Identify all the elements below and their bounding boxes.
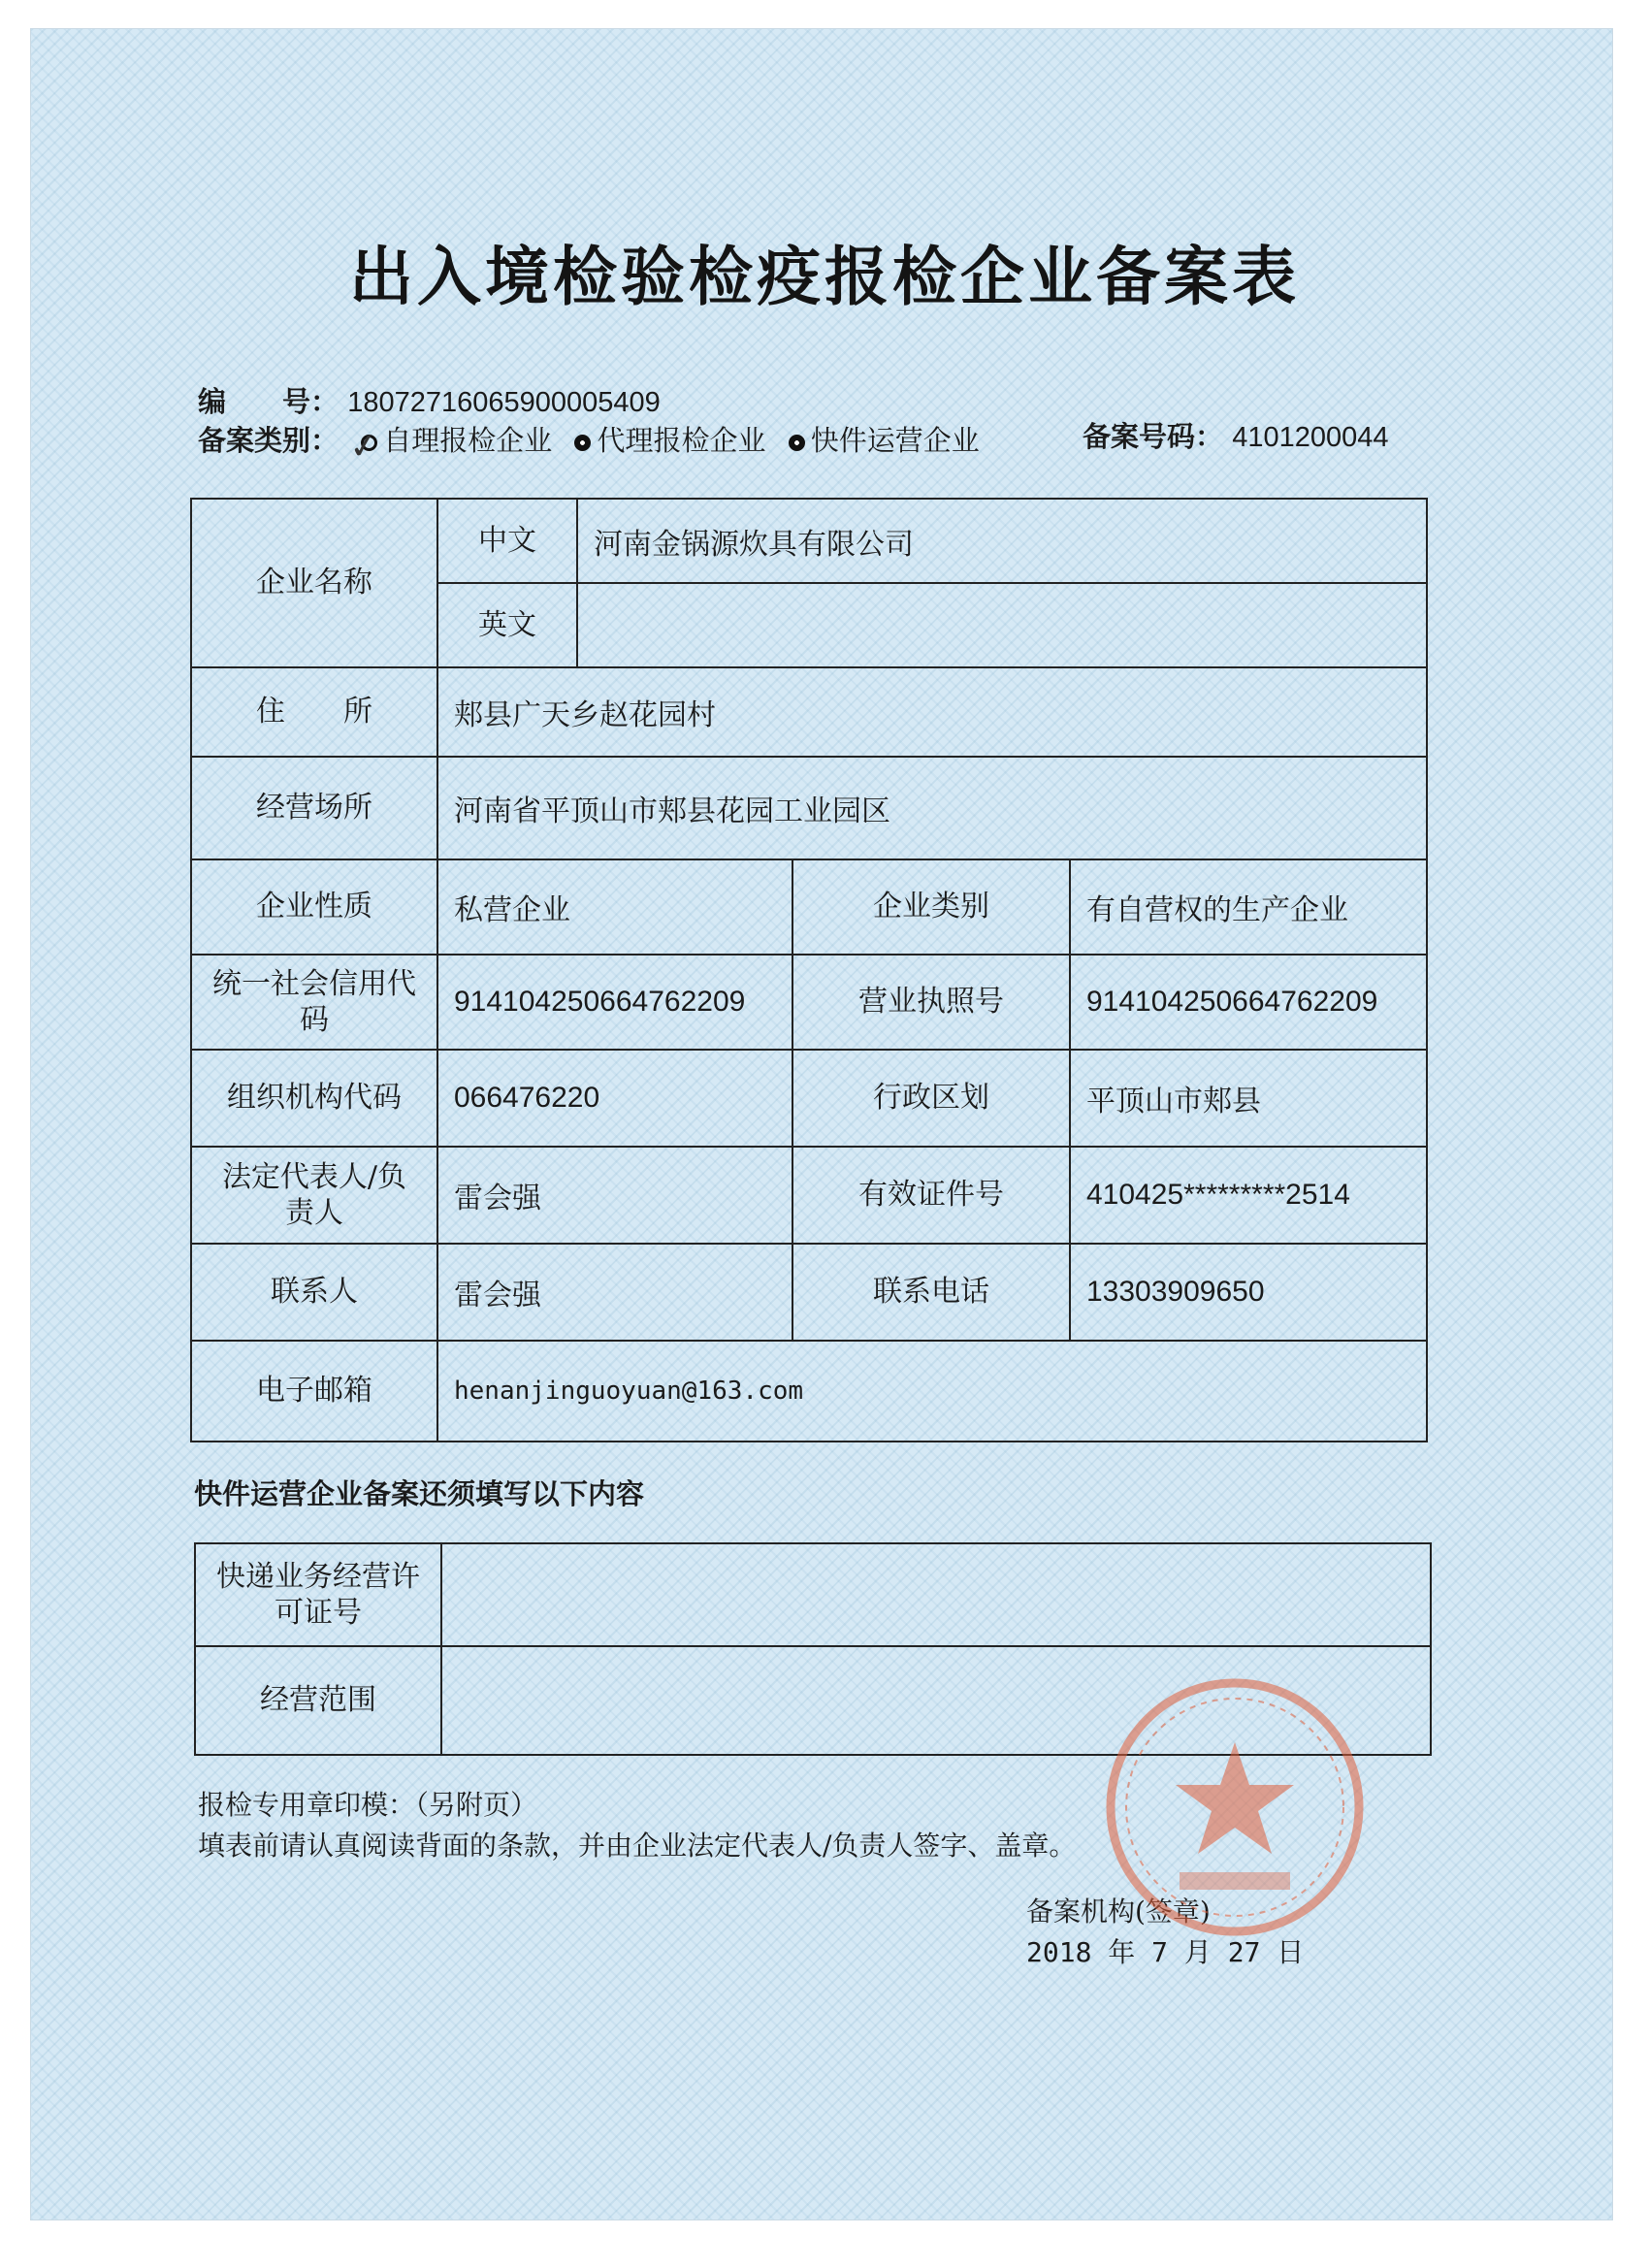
number-label: 编 号： bbox=[198, 385, 340, 418]
email-value: henanjinguoyuan@163.com bbox=[437, 1341, 1427, 1442]
table-row bbox=[191, 1147, 1427, 1244]
record-no-value: 4101200044 bbox=[1232, 422, 1389, 453]
chinese-name-value: 河南金锅源炊具有限公司 bbox=[577, 499, 1427, 583]
company-name-label: 企业名称 bbox=[191, 499, 437, 667]
contact-value: 雷会强 bbox=[437, 1244, 792, 1341]
table-row bbox=[195, 1543, 1431, 1646]
org-code-label: 组织机构代码 bbox=[191, 1050, 437, 1147]
credit-code-value: 914104250664762209 bbox=[437, 955, 792, 1050]
table-row bbox=[191, 955, 1427, 1050]
number-value: 18072716065900005409 bbox=[347, 387, 661, 418]
license-label: 营业执照号 bbox=[792, 955, 1070, 1050]
radio-express-icon bbox=[789, 435, 805, 451]
legal-rep-label: 法定代表人/负责人 bbox=[191, 1147, 437, 1244]
id-number-value: 410425*********2514 bbox=[1070, 1147, 1427, 1244]
business-scope-label: 经营范围 bbox=[195, 1646, 441, 1755]
table-row bbox=[191, 757, 1427, 859]
express-section-heading: 快件运营企业备案还须填写以下内容 bbox=[194, 1477, 645, 1510]
legal-rep-value: 雷会强 bbox=[437, 1147, 792, 1244]
document-title: 出入境检验检疫报检企业备案表 bbox=[349, 239, 1300, 314]
english-name-value bbox=[577, 583, 1427, 667]
contact-label: 联系人 bbox=[191, 1244, 437, 1341]
org-code-value: 066476220 bbox=[437, 1050, 792, 1147]
credit-code-label: 统一社会信用代码 bbox=[191, 955, 437, 1050]
table-row bbox=[191, 1341, 1427, 1442]
nature-label: 企业性质 bbox=[191, 859, 437, 955]
license-value: 914104250664762209 bbox=[1070, 955, 1427, 1050]
region-label: 行政区划 bbox=[792, 1050, 1070, 1147]
registration-org-label: 备案机构(签章) bbox=[1026, 1895, 1211, 1928]
record-no-line bbox=[1083, 415, 1389, 455]
express-license-label: 快递业务经营许可证号 bbox=[195, 1543, 441, 1646]
registration-date: 2018 年 7 月 27 日 bbox=[1026, 1936, 1305, 1968]
address-label: 住 所 bbox=[191, 667, 437, 757]
category-option-agent: 代理报检企业 bbox=[597, 424, 766, 457]
table-row bbox=[191, 667, 1427, 757]
radio-agent-inspection-icon bbox=[574, 435, 591, 451]
record-no-label: 备案号码： bbox=[1083, 420, 1224, 453]
registration-table bbox=[190, 498, 1428, 1442]
table-row bbox=[191, 1244, 1427, 1341]
category-line bbox=[198, 419, 980, 459]
nature-value: 私营企业 bbox=[437, 859, 792, 955]
phone-value: 13303909650 bbox=[1070, 1244, 1427, 1341]
enterprise-category-label: 企业类别 bbox=[792, 859, 1070, 955]
email-label: 电子邮箱 bbox=[191, 1341, 437, 1442]
premises-label: 经营场所 bbox=[191, 757, 437, 859]
official-seal-icon bbox=[1094, 1667, 1375, 1948]
region-value: 平顶山市郏县 bbox=[1070, 1050, 1427, 1147]
checkmark-icon: ✓ bbox=[346, 425, 381, 469]
instruction-note: 填表前请认真阅读背面的条款，并由企业法定代表人/负责人签字、盖章。 bbox=[198, 1830, 1077, 1862]
notes-block bbox=[198, 1785, 1076, 1866]
id-number-label: 有效证件号 bbox=[792, 1147, 1070, 1244]
category-option-self: 自理报检企业 bbox=[383, 424, 553, 457]
table-row bbox=[191, 859, 1427, 955]
premises-value: 河南省平顶山市郏县花园工业园区 bbox=[437, 757, 1427, 859]
phone-label: 联系电话 bbox=[792, 1244, 1070, 1341]
express-license-value bbox=[441, 1543, 1431, 1646]
enterprise-category-value: 有自营权的生产企业 bbox=[1070, 859, 1427, 955]
english-label: 英文 bbox=[437, 583, 577, 667]
record-number-line bbox=[198, 380, 661, 420]
table-row bbox=[191, 1050, 1427, 1147]
table-row bbox=[191, 499, 1427, 583]
seal-template-note: 报检专用章印模：（另附页） bbox=[198, 1789, 538, 1821]
chinese-label: 中文 bbox=[437, 499, 577, 583]
address-value: 郏县广天乡赵花园村 bbox=[437, 667, 1427, 757]
category-label: 备案类别： bbox=[198, 424, 340, 457]
category-option-express: 快件运营企业 bbox=[810, 424, 980, 457]
